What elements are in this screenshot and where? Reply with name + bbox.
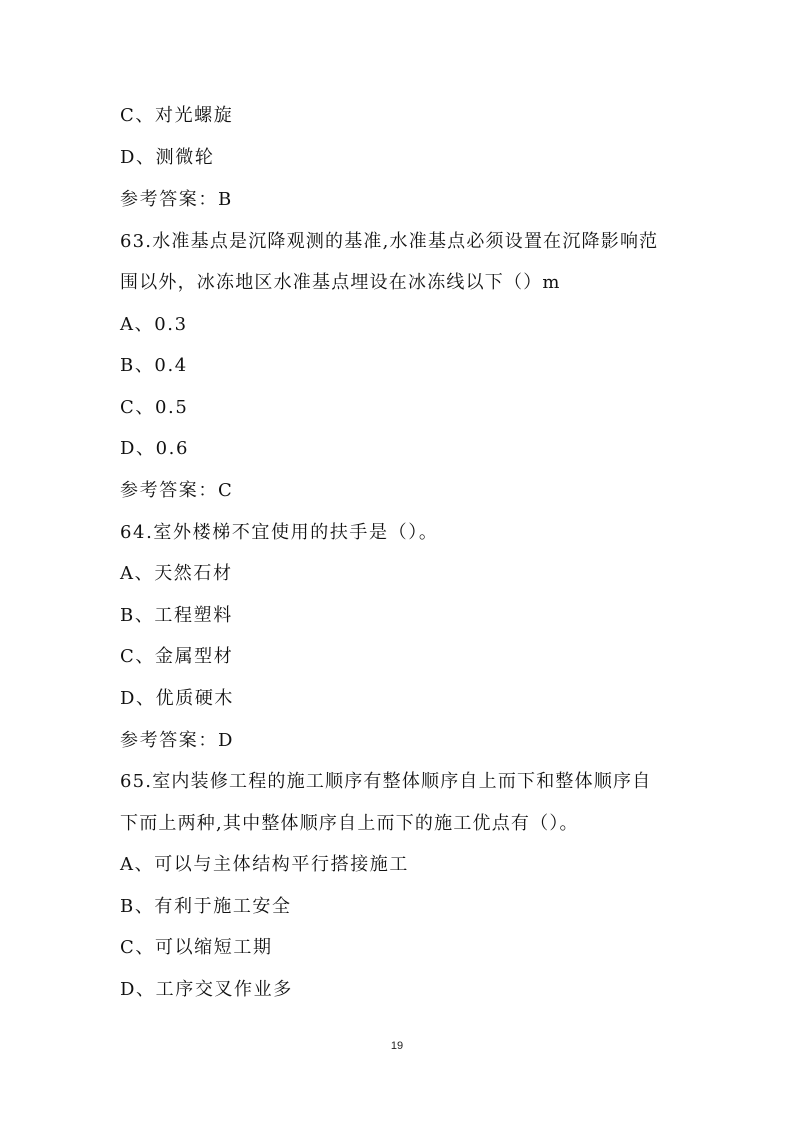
option-b-q63: B、0.4 bbox=[120, 355, 188, 376]
option-b-q64: B、工程塑料 bbox=[120, 605, 233, 626]
option-c-q65: C、可以缩短工期 bbox=[120, 937, 273, 958]
option-a-q65: A、可以与主体结构平行搭接施工 bbox=[120, 854, 409, 875]
option-c-q64: C、金属型材 bbox=[120, 646, 234, 667]
question-65-line-1: 65.室内装修工程的施工顺序有整体顺序自上而下和整体顺序自 bbox=[120, 771, 652, 792]
question-63-line-2: 围以外，冰冻地区水准基点埋设在冰冻线以下（）m bbox=[120, 272, 561, 293]
option-a-q63: A、0.3 bbox=[120, 314, 188, 335]
question-64: 64.室外楼梯不宜使用的扶手是（）。 bbox=[120, 522, 439, 543]
option-d-q65: D、工序交叉作业多 bbox=[120, 979, 293, 1000]
question-63-line-1: 63.水准基点是沉降观测的基准,水准基点必须设置在沉降影响范 bbox=[120, 231, 659, 252]
option-b-q65: B、有利于施工安全 bbox=[120, 896, 292, 917]
page-number: 19 bbox=[390, 1040, 404, 1052]
option-d-q64: D、优质硬木 bbox=[120, 688, 235, 709]
option-d-q62: D、测微轮 bbox=[120, 147, 215, 168]
option-c-q63: C、0.5 bbox=[120, 397, 189, 418]
option-c-q62: C、对光螺旋 bbox=[120, 105, 234, 126]
option-a-q64: A、天然石材 bbox=[120, 563, 233, 584]
answer-q64: 参考答案：D bbox=[120, 730, 235, 751]
option-d-q63: D、0.6 bbox=[120, 438, 190, 459]
question-65-line-2: 下而上两种,其中整体顺序自上而下的施工优点有（）。 bbox=[120, 813, 579, 834]
answer-q63: 参考答案：C bbox=[120, 480, 234, 501]
answer-q62: 参考答案：B bbox=[120, 189, 233, 210]
